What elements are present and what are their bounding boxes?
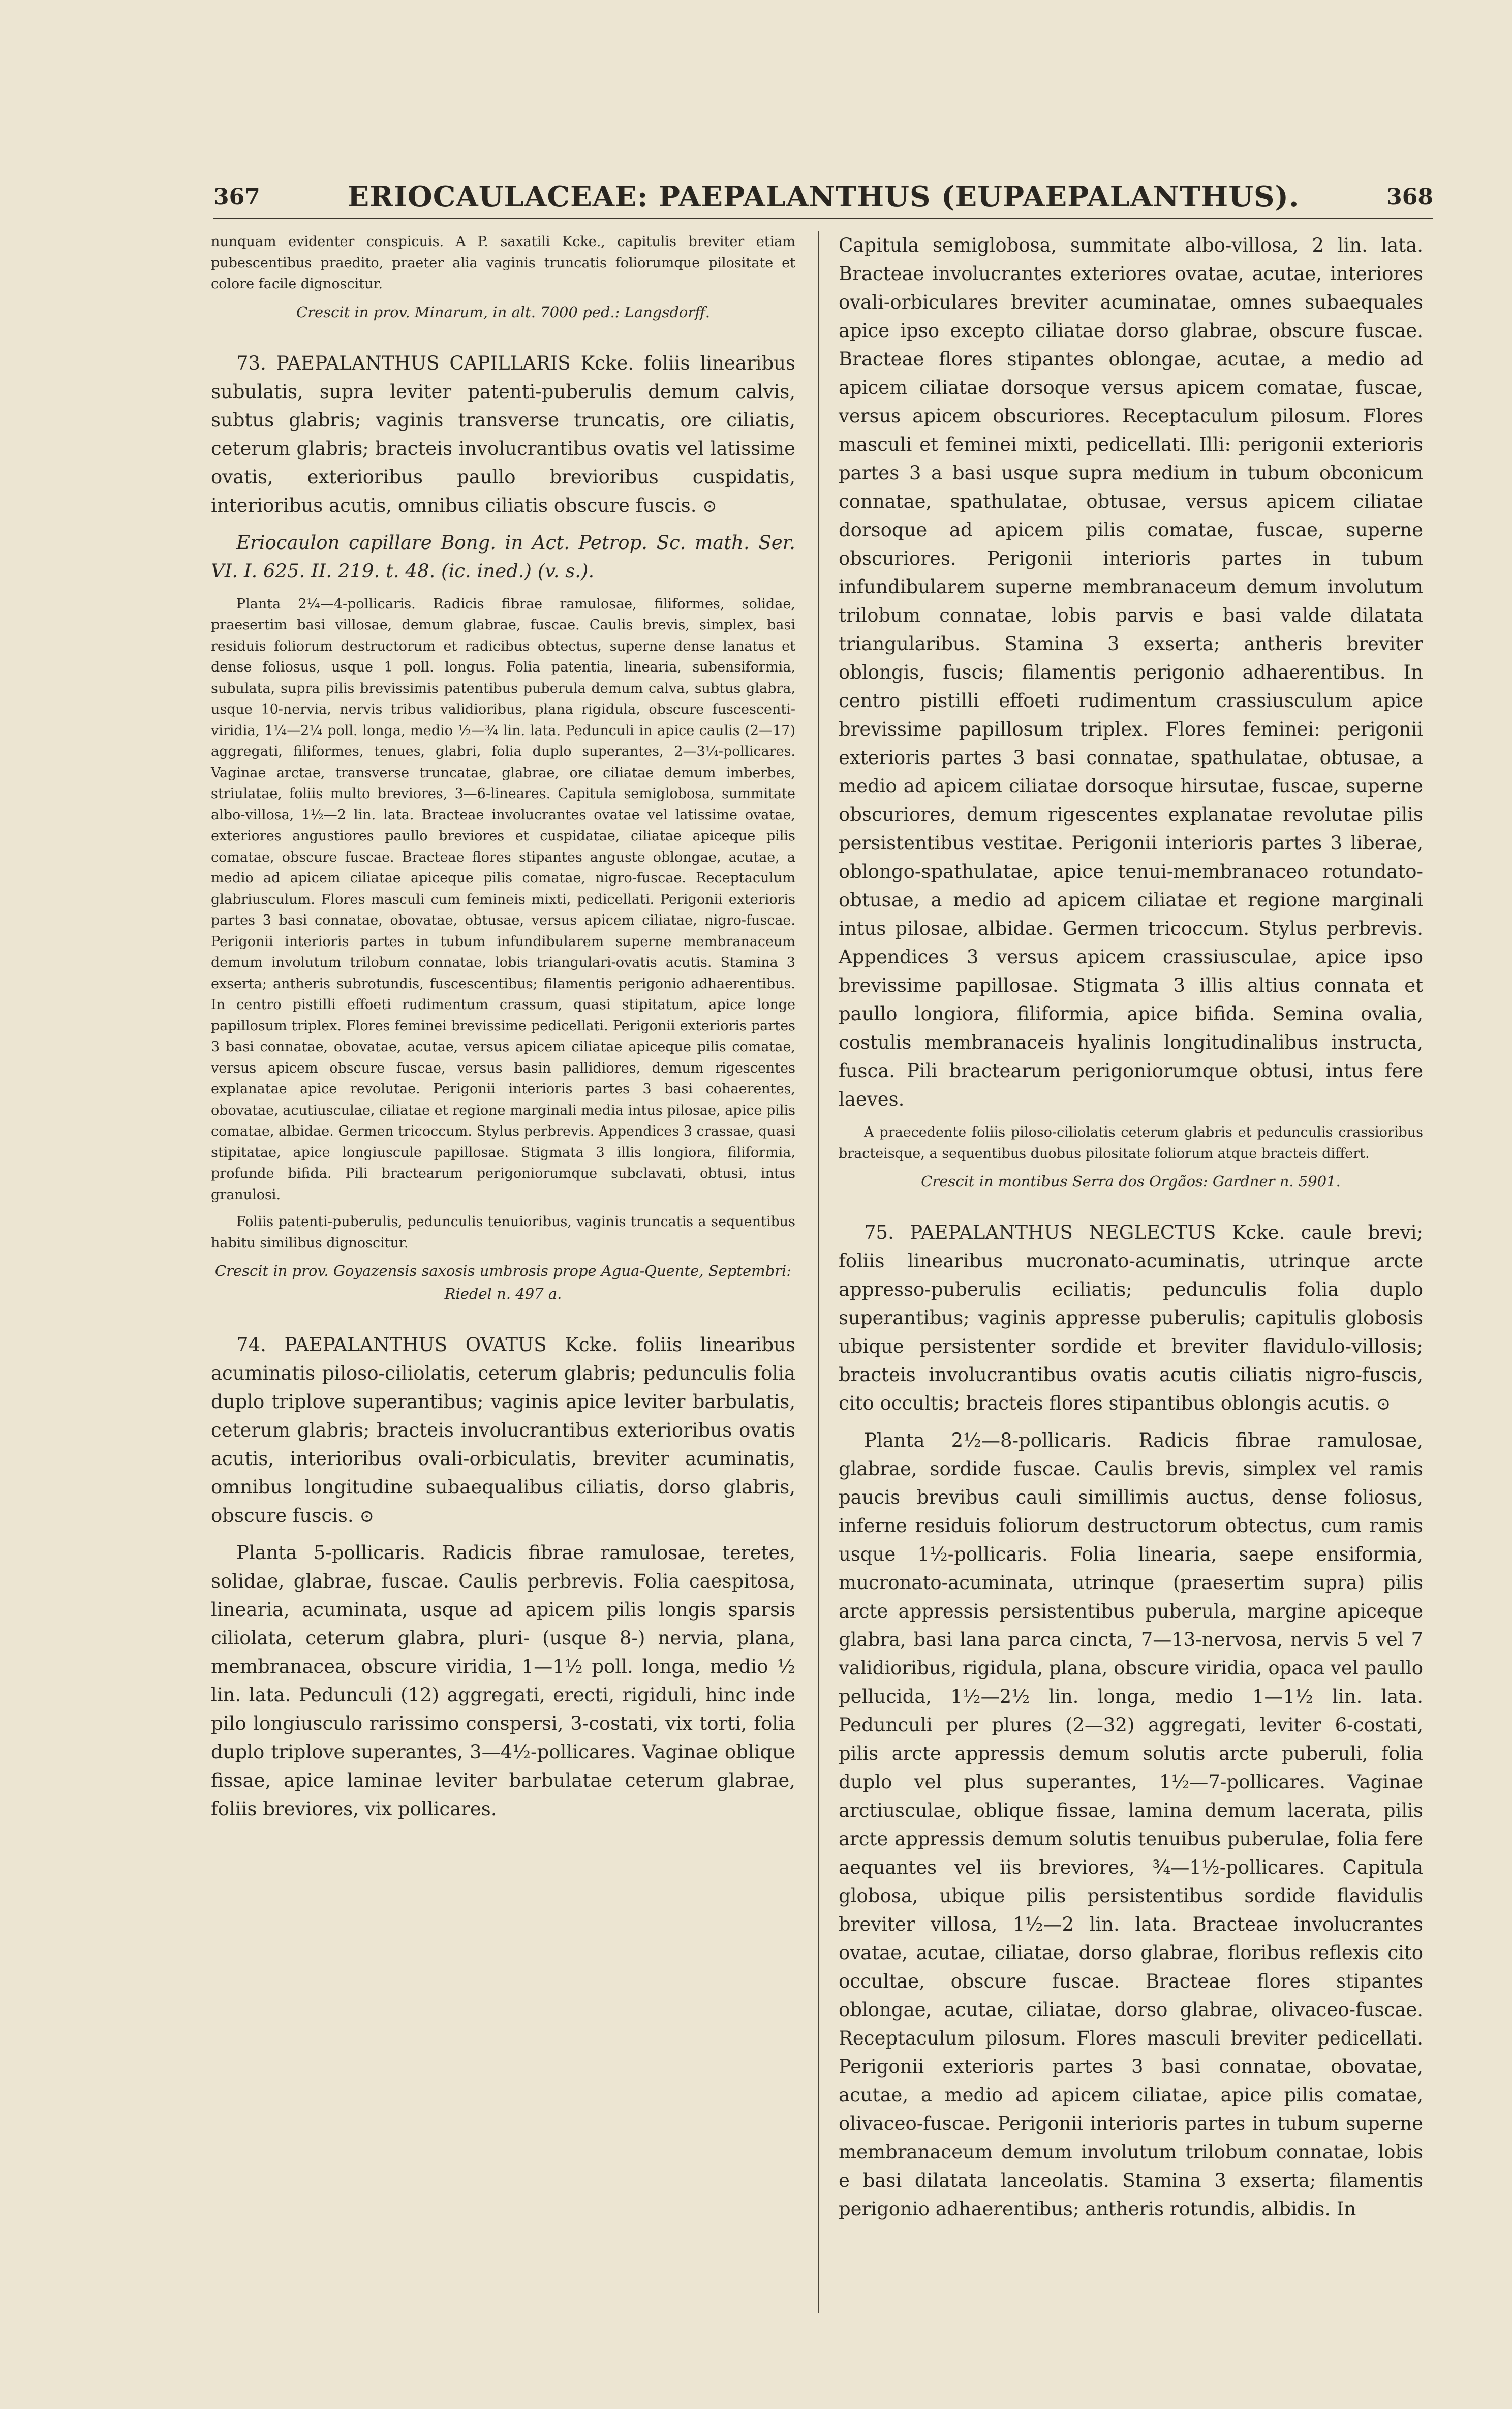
species-74-description: Planta 5-pollicaris. Radicis fibrae ramulosae, teretes, solidae, glabrae, fuscae. Caulis perbrevis. Folia caespitosa, linearia, acuminata, usque ad apicem pilis longis sparsis ciliolata, ceterum glabra, pluri- (usque 8-) nervia, plana, membranacea, obscure viridia, 1—1½ poll. longa, medio ½ lin. lata. Pedunculi (12) aggregati, erecti, rigiduli, hinc inde pilo longiusculo rarissimo conspersi, 3-costati, vix torti, folia duplo triplove superantes, 3—4½-pollicares. Vaginae oblique fissae, apice laminae leviter barbulatae ceterum glabrae, foliis breviores, vix pollicares. xyxy=(211,1542,795,1820)
running-title: ERIOCAULACEAE: PAEPALANTHUS (EUPAEPALANTHUS). xyxy=(347,180,1300,214)
species-73-note: Foliis patenti-puberulis, pedunculis tenuioribus, vaginis truncatis a sequentibus habitu similibus dignoscitur. xyxy=(211,1214,795,1251)
species-74-description-continued: Capitula semiglobosa, summitate albo-villosa, 2 lin. lata. Bracteae involucrantes exteriores ovatae, acutae, interiores ovali-orbiculares breviter acuminatae, omnes subaequales apice ipso excepto ciliatae dorso glabrae, obscure fuscae. Bracteae flores stipantes oblongae, acutae, a medio ad apicem ciliatae dorsoque versus apicem comatae, fuscae, versus apicem obscuriores. Receptaculum pilosum. Flores masculi et feminei mixti, pedicellati. Illi: perigonii exterioris partes 3 a basi usque supra medium in tubum obconicum connatae, spathulatae, obtusae, versus apicem ciliatae dorsoque ad apicem pilis comatae, fuscae, superne obscuriores. Perigonii interioris partes in tubum infundibularem superne membranaceum demum involutum trilobum connatae, lobis parvis e basi valde dilatata triangularibus. Stamina 3 exserta; antheris breviter oblongis, fuscis; filamentis perigonio adhaerentibus. In centro pistilli effoeti rudimentum crassiusculum apice brevissime papillosum triplex. Flores feminei: perigonii exterioris partes 3 basi connatae, spathulatae, obtusae, a medio ad apicem ciliatae dorsoque hirsutae, fuscae, superne obscuriores, demum rigescentes explanatae revolutae pilis persistentibus vestitae. Perigonii interioris partes 3 liberae, oblongo-spathulatae, apice tenui-membranaceo rotundato-obtusae, a medio ad apicem ciliatae et regione marginali intus pilosae, albidae. Germen tricoccum. Stylus perbrevis. Appendices 3 versus apicem crassiusculae, apice ipso brevissime papillosae. Stigmata 3 illis altius connata et paullo longiora, filiformia, apice bifida. Semina ovalia, costulis membranaceis hyalinis longitudinalibus instructa, fusca. Pili bractearum perigoniorumque obtusi, intus fere laeves. xyxy=(839,234,1423,1110)
species-73-description: Planta 2¼—4-pollicaris. Radicis fibrae ramulosae, filiformes, solidae, praesertim basi villosae, demum glabrae, fuscae. Caulis brevis, simplex, basi residuis foliorum destructorum et radicibus obtectus, superne dense lanatus et dense foliosus, usque 1 poll. longus. Folia patentia, linearia, subensiformia, subulata, supra pilis brevissimis patentibus puberula demum calva, subtus glabra, usque 10-nervia, nervis tribus validioribus, plana rigidula, obscure fuscescenti-viridia, 1¼—2¼ poll. longa, medio ½—¾ lin. lata. Pedunculi in apice caulis (2—17) aggregati, filiformes, tenues, glabri, folia duplo superantes, 2—3¼-pollicares. Vaginae arctae, transverse truncatae, glabrae, ore ciliatae demum imberbes, striulatae, foliis multo breviores, 3—6-lineares. Capitula semiglobosa, summitate albo-villosa, 1½—2 lin. lata. Bracteae involucrantes ovatae vel latissime ovatae, exteriores angustiores paullo breviores et cuspidatae, ciliatae apiceque pilis comatae, obscure fuscae. Bracteae flores stipantes anguste oblongae, acutae, a medio ad apicem ciliatae apiceque pilis comatae, nigro-fuscae. Receptaculum glabriusculum. Flores masculi cum femineis mixti, pedicellati. Perigonii exterioris partes 3 basi connatae, obovatae, obtusae, versus apicem ciliatae, nigro-fuscae. Perigonii interioris partes in tubum infundibularem superne membranaceum demum involutum trilobum connatae, lobis triangulari-ovatis acutis. Stamina 3 exserta; antheris subrotundis, fuscescentibus; filamentis perigonio adhaerentibus. In centro pistilli effoeti rudimentum crassum, quasi stipitatum, apice longe papillosum triplex. Flores feminei brevissime pedicellati. Perigonii exterioris partes 3 basi connatae, obovatae, acutae, versus apicem ciliatae apiceque pilis comatae, versus apicem obscure fuscae, versus basin pallidiores, demum rigescentes explanatae apice revolutae. Perigonii interioris partes 3 basi cohaerentes, obovatae, acutiusculae, ciliatae et regione marginali media intus pilosae, apice pilis comatae, albidae. Germen tricoccum. Stylus perbrevis. Appendices 3 crassae, quasi stipitatae, apice longiuscule papillosae. Stigmata 3 illis longiora, filiformia, profunde bifida. Pili bractearum perigoniorumque subclavati, obtusi, intus granulosi. xyxy=(211,596,795,1203)
top-locale: Crescit in prov. Minarum, in alt. 7000 ped.: Langsdorff. xyxy=(296,303,710,321)
page-number-left: 367 xyxy=(213,184,260,210)
species-73-synonym: Eriocaulon capillare Bong. in Act. Petrop. Sc. math. Ser. VI. I. 625. II. 219. t. 48. (ic. ined.) (v. s.). xyxy=(211,531,795,582)
column-divider xyxy=(818,231,819,2313)
species-73-locale: Crescit in prov. Goyazensis saxosis umbrosis prope Agua-Quente, Septembri: Riedel n. 497 a. xyxy=(214,1262,792,1302)
annual-symbol: ⊙ xyxy=(1376,1394,1391,1414)
annual-symbol: ⊙ xyxy=(359,1506,374,1527)
species-75-heading: 75. PAEPALANTHUS NEGLECTUS Kcke. caule brevi; foliis linearibus mucronato-acuminatis, utrinque arcte appresso-puberulis eciliatis; pedunculis folia duplo superantibus; vaginis appresse puberulis; capitulis globosis ubique persistenter sordide et breviter flavidulo-villosis; bracteis involucrantibus ovatis acutis ciliatis nigro-fuscis, cito occultis; bracteis flores stipantibus oblongis acutis. ⊙ xyxy=(839,1222,1423,1414)
species-74-heading: 74. PAEPALANTHUS OVATUS Kcke. foliis linearibus acuminatis piloso-ciliolatis, ceterum glabris; pedunculis folia duplo triplove superantibus; vaginis apice leviter barbulatis, ceterum glabris; bracteis involucrantibus exterioribus ovatis acutis, interioribus ovali-orbiculatis, breviter acuminatis, omnibus longitudine subaequalibus ciliatis, dorso glabris, obscure fuscis. ⊙ xyxy=(211,1334,795,1527)
page-number-right: 368 xyxy=(1386,184,1433,210)
top-note: nunquam evidenter conspicuis. A P. saxatili Kcke., capitulis breviter etiam pubescentibus praedito, praeter alia vaginis truncatis foliorumque pilositate et colore facile dignoscitur. xyxy=(211,234,795,292)
species-73-heading: 73. PAEPALANTHUS CAPILLARIS Kcke. foliis linearibus subulatis, supra leviter patenti-puberulis demum calvis, subtus glabris; vaginis transverse truncatis, ore ciliatis, ceterum glabris; bracteis involucrantibus ovatis vel latissime ovatis, exterioribus paullo brevioribus cuspidatis, interioribus acutis, omnibus ciliatis obscure fuscis. ⊙ xyxy=(211,352,795,516)
left-column xyxy=(211,231,795,1832)
species-74-note: A praecedente foliis piloso-ciliolatis ceterum glabris et pedunculis crassioribus bracteisque, a sequentibus duobus pilositate foliorum atque bracteis differt. xyxy=(839,1124,1423,1162)
species-74-locale: Crescit in montibus Serra dos Orgãos: Gardner n. 5901. xyxy=(921,1173,1341,1190)
right-column xyxy=(839,231,1423,2232)
species-75-description: Planta 2½—8-pollicaris. Radicis fibrae ramulosae, glabrae, sordide fuscae. Caulis brevis, simplex vel ramis paucis brevibus cauli simillimis auctus, dense foliosus, inferne residuis foliorum destructorum obtectus, cum ramis usque 1½-pollicaris. Folia linearia, saepe ensiformia, mucronato-acuminata, utrinque (praesertim supra) pilis arcte appressis persistentibus puberula, margine apiceque glabra, basi lana parca cincta, 7—13-nervosa, nervis 5 vel 7 validioribus, rigidula, plana, obscure viridia, opaca vel paullo pellucida, 1½—2½ lin. longa, medio 1—1½ lin. lata. Pedunculi per plures (2—32) aggregati, leviter 6-costati, pilis arcte appressis demum solutis arcte puberuli, folia duplo vel plus superantes, 1½—7-pollicares. Vaginae arctiusculae, oblique fissae, lamina demum lacerata, pilis arcte appressis demum solutis tenuibus puberulae, folia fere aequantes vel iis breviores, ¾—1½-pollicares. Capitula globosa, ubique pilis persistentibus sordide flavidulis breviter villosa, 1½—2 lin. lata. Bracteae involucrantes ovatae, acutae, ciliatae, dorso glabrae, floribus reflexis cito occultae, obscure fuscae. Bracteae flores stipantes oblongae, acutae, ciliatae, dorso glabrae, olivaceo-fuscae. Receptaculum pilosum. Flores masculi breviter pedicellati. Perigonii exterioris partes 3 basi connatae, obovatae, acutae, a medio ad apicem ciliatae, apice pilis comatae, olivaceo-fuscae. Perigonii interioris partes in tubum superne membranaceum demum involutum trilobum connatae, lobis e basi dilatata lanceolatis. Stamina 3 exserta; filamentis perigonio adhaerentibus; antheris rotundis, albidis. In xyxy=(839,1429,1423,2220)
running-header xyxy=(213,178,1433,224)
header-rule xyxy=(213,218,1433,219)
annual-symbol: ⊙ xyxy=(702,496,717,516)
